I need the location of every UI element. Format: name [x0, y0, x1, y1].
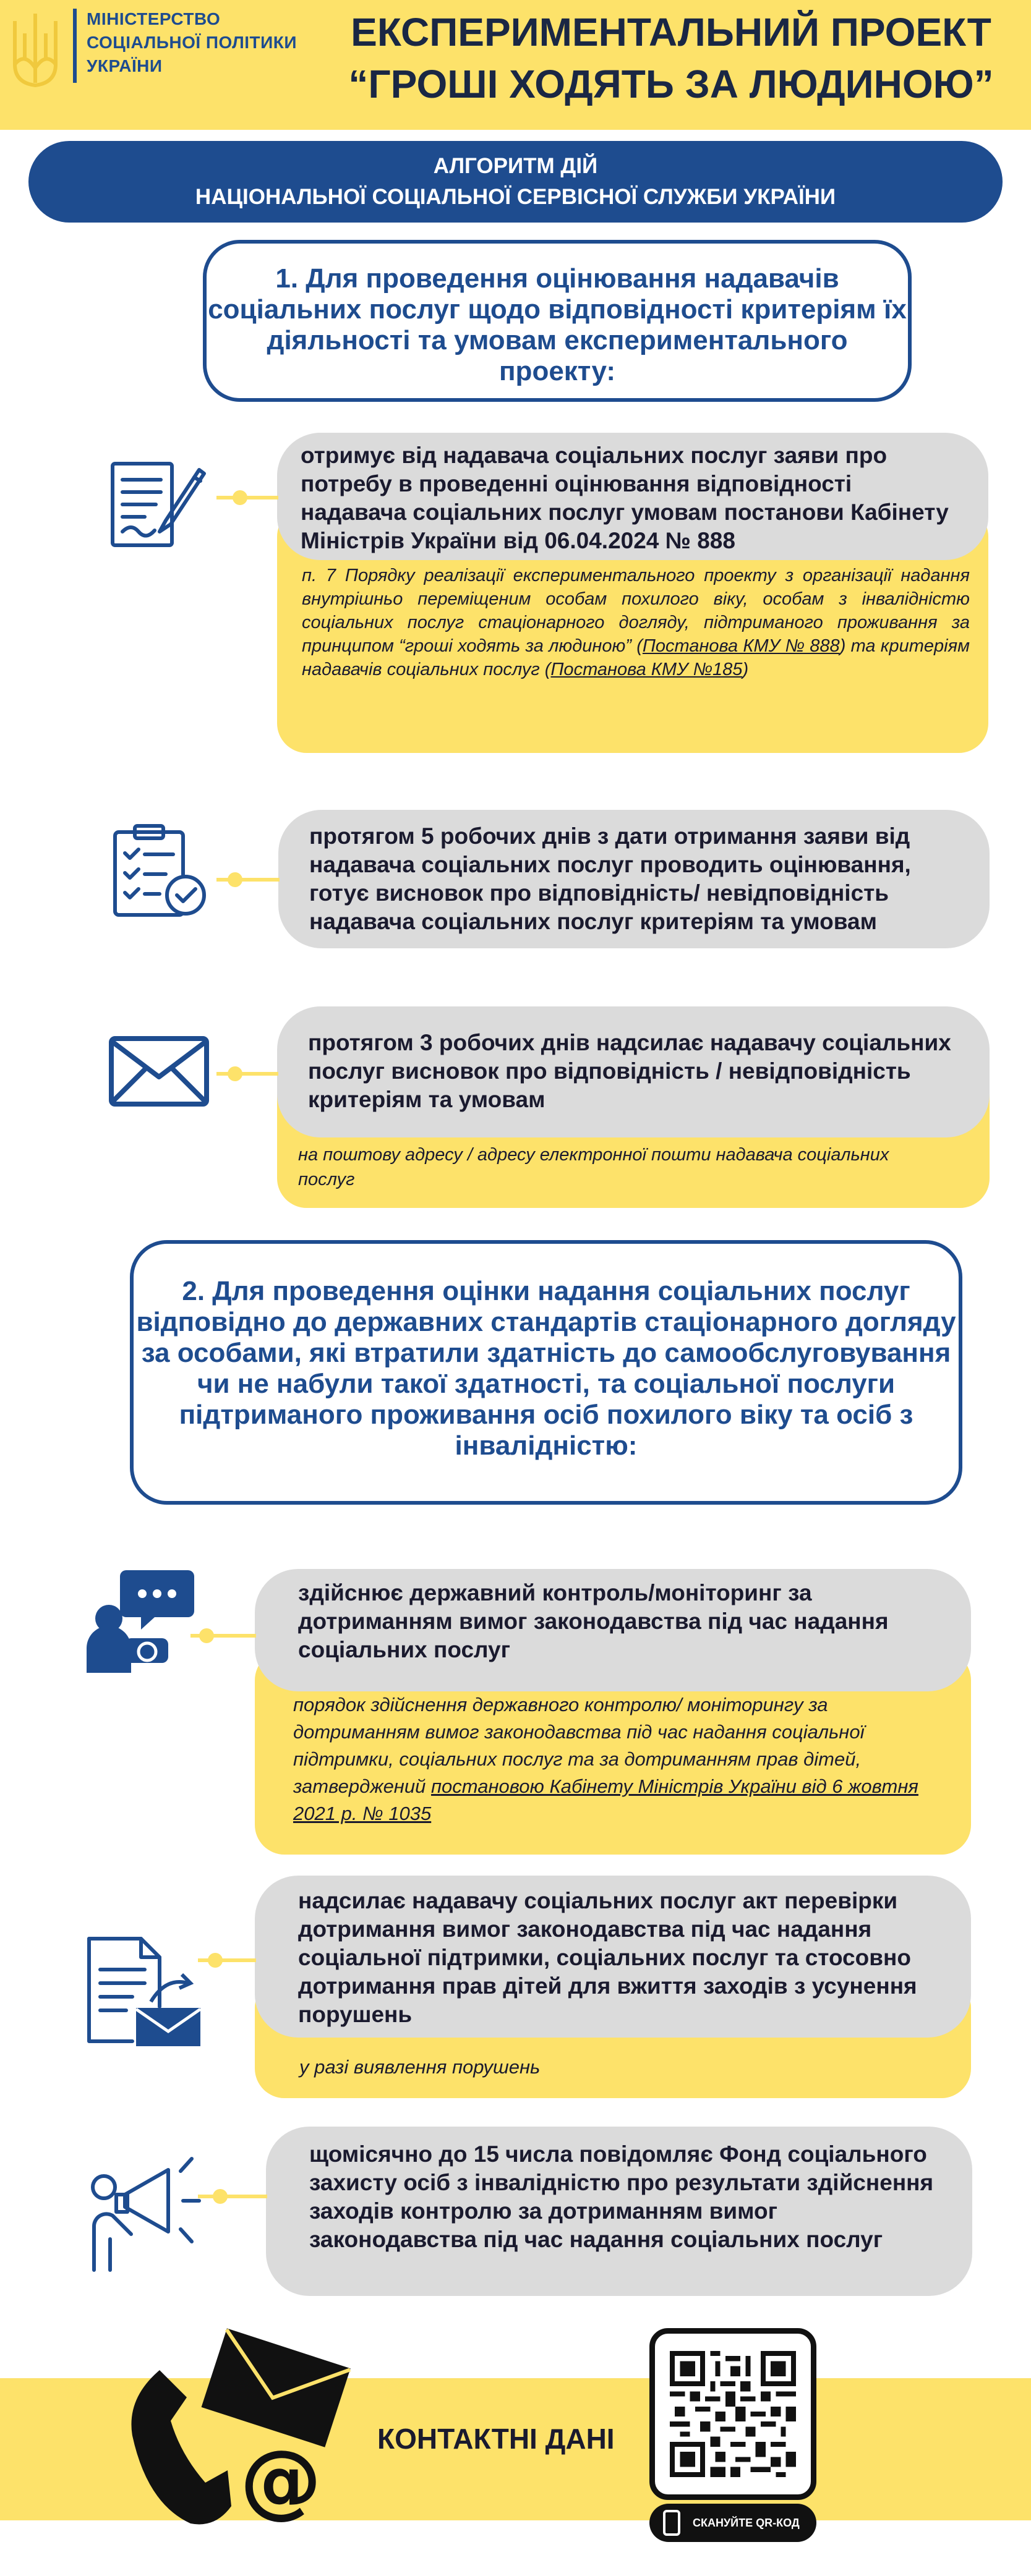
- ministry-line-2: СОЦІАЛЬНОЇ ПОЛІТИКИ: [87, 33, 297, 52]
- step-1-2-connector-dot: [228, 872, 242, 887]
- checklist-icon: [106, 822, 212, 921]
- smartphone-icon: [663, 2510, 680, 2536]
- ministry-divider: [73, 9, 77, 83]
- step-2-1-text: здійснює державний контроль/моніторинг за дотриманням вимог законодавства під час надання соціальних послуг: [298, 1580, 889, 1662]
- step-1-1-text: отримує від надавача соціальних послуг заяви про потребу в проведенні оцінювання відповідності надавача соціальних послуг умовам постанови Кабінету Міністрів України від 06.04.2024 № 888: [301, 443, 949, 553]
- step-1-1-card: [277, 433, 988, 560]
- envelope-icon: [106, 1034, 212, 1109]
- scan-qr-label: СКАНУЙТЕ QR-КОД: [693, 2517, 800, 2529]
- step-2-1-note: [293, 1691, 949, 1827]
- step-2-1-note-prefix: порядок здійснення державного контролю/ моніторингу за дотриманням вимог законодавства під час надання соціальної підтримки, соціальних послуг та за дотриманням прав дітей, затверджений: [293, 1694, 865, 1797]
- scan-qr-badge: [649, 2504, 816, 2542]
- resolution-888-link[interactable]: Постанова КМУ № 888: [642, 636, 840, 656]
- step-1-1-connector-dot: [233, 490, 247, 505]
- contacts-label: КОНТАКТНІ ДАНІ: [377, 2423, 615, 2455]
- page-title: [315, 6, 1027, 110]
- step-1-3-note: на поштову адресу / адресу електронної пошти надавача соціальних послуг: [298, 1145, 889, 1189]
- step-2-3-connector: [198, 2195, 267, 2198]
- step-2-3-connector-dot: [213, 2189, 228, 2204]
- step-2-1-connector-dot: [199, 1628, 214, 1643]
- section-2-heading: 2. Для проведення оцінки надання соціальних послуг відповідно до державних стандартів стаціонарного догляду за особами, які втратили здатність до самообслуговування чи не набули такої здатності, та соціальної послуги підтриманого проживання осіб похилого віку та осіб з інвалідністю:: [130, 1240, 962, 1505]
- step-2-1-card: [255, 1569, 971, 1691]
- step-2-2-connector-dot: [208, 1953, 223, 1968]
- algorithm-banner: [28, 141, 1003, 223]
- step-1-2-text: протягом 5 робочих днів з дати отримання заяви від надавача соціальних послуг проводить оцінювання, готує висновок про відповідність/ невідповідність надавача соціальних послуг критеріям та умовам: [309, 823, 911, 934]
- step-1-3-card: [277, 1006, 990, 1137]
- algorithm-line-1: АЛГОРИТМ ДІЙ: [433, 154, 598, 178]
- ministry-line-1: МІНІСТЕРСТВО: [87, 9, 221, 28]
- step-1-1-connector: [216, 496, 278, 499]
- title-line-2: “ГРОШІ ХОДЯТЬ ЗА ЛЮДИНОЮ”: [348, 62, 994, 106]
- step-2-2-text: надсилає надавачу соціальних послуг акт перевірки дотримання вимог законодавства під час надання соціальної підтримки, соціальних послуг та стосовно дотримання прав дітей для вжиття заходів з усунення порушень: [298, 1888, 917, 2027]
- title-line-1: ЕКСПЕРИМЕНТАЛЬНИЙ ПРОЕКТ: [351, 10, 991, 54]
- step-2-3-card: [266, 2127, 972, 2296]
- mail-icon: [197, 2324, 357, 2448]
- step-1-1-note: [302, 564, 970, 681]
- step-1-3-text: протягом 3 робочих днів надсилає надавачу соціальних послуг висновок про відповідність / невідповідність критеріям та умовам: [308, 1030, 951, 1112]
- trident-icon: [9, 9, 62, 95]
- algorithm-line-2: НАЦІОНАЛЬНОЇ СОЦІАЛЬНОЇ СЕРВІСНОЇ СЛУЖБИ УКРАЇНИ: [195, 185, 836, 209]
- resolution-1035-link[interactable]: постановою Кабінету Міністрів України від 6 жовтня 2021 р. № 1035: [293, 1775, 918, 1824]
- resolution-185-link[interactable]: Постанова КМУ №185: [550, 660, 743, 679]
- qr-code-frame[interactable]: [649, 2328, 816, 2500]
- qr-code: [670, 2349, 796, 2480]
- document-send-icon: [83, 1934, 204, 2049]
- consultation-icon: [82, 1564, 195, 1674]
- section-1-heading: 1. Для проведення оцінювання надавачів соціальних послуг щодо відповідності критеріям їх діяльності та умовам експериментального проекту:: [203, 240, 912, 402]
- ministry-name: [87, 7, 309, 78]
- step-2-2-card: [255, 1876, 971, 2038]
- step-1-3-connector: [216, 1072, 278, 1076]
- step-2-2-note: у разі виявлення порушень: [299, 2056, 541, 2078]
- step-1-3-connector-dot: [228, 1066, 242, 1081]
- contract-icon: [106, 459, 212, 551]
- megaphone-icon: [82, 2150, 203, 2274]
- step-1-1-note-prefix: п. 7 Порядку реалізації експериментального проекту з організації надання внутрішньо переміщеним особам похилого віку, особам з інвалідністю соціальних послуг стаціонарного догляду, підтриманого проживання за принципом “гроші ходять за людиною” (: [302, 566, 970, 656]
- step-2-3-text: щомісячно до 15 числа повідомляє Фонд соціального захисту осіб з інвалідністю про результати здійснення заходів контролю за дотриманням вимог законодавства під час надання соціальних послуг: [309, 2141, 934, 2252]
- step-1-2-card: [278, 810, 990, 948]
- step-1-1-note-suffix: ): [742, 660, 749, 679]
- step-1-2-connector: [216, 878, 280, 882]
- step-1-1-note-middle: ) та критеріям надавачів соціальних послуг (: [302, 636, 970, 679]
- ministry-line-3: УКРАЇНИ: [87, 56, 163, 75]
- at-sign-icon: @: [240, 2433, 322, 2528]
- step-2-2-connector: [198, 1958, 256, 1962]
